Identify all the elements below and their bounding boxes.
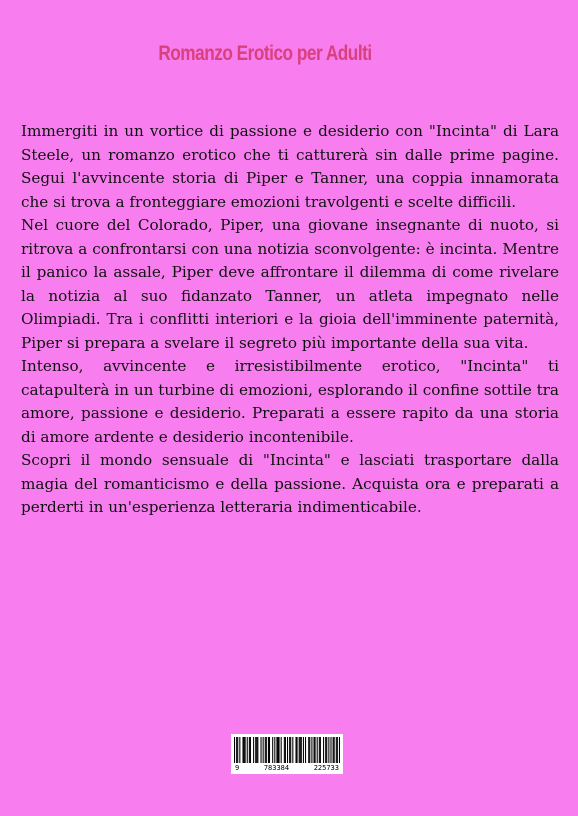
barcode-bar: [292, 737, 293, 763]
barcode-bar: [305, 737, 306, 763]
barcode-bar: [334, 737, 335, 763]
barcode-bar: [269, 737, 270, 763]
barcode-bar: [290, 737, 291, 763]
description-paragraph: Immergiti in un vortice di passione e desiderio con "Incinta" di Lara Steele, un romanzo erotico che ti catturerà sin dalle prime pagine. Segui l'avvincente storia di Piper e Tanner, una coppia innamorata che si trova a fronteggiare emozioni travolgenti e scelte difficili.: [21, 122, 559, 211]
barcode-bar: [308, 737, 309, 763]
barcode-bar: [339, 737, 340, 763]
barcode-digit-first: 9: [235, 764, 240, 772]
barcode-bar: [315, 737, 316, 763]
barcode-digit-group-1: 783384: [263, 764, 290, 772]
description-paragraph: Scopri il mondo sensuale di "Incinta" e lasciati trasportare dalla magia del romanticismo e della passione. Acquista ora e preparati a perderti in un'esperienza letteraria indimenticabile.: [21, 451, 559, 516]
barcode-bar: [237, 737, 238, 763]
barcode-bar: [328, 737, 329, 763]
barcode-bar: [263, 737, 264, 763]
barcode-bar: [274, 737, 275, 763]
barcode-bar: [253, 737, 254, 763]
barcode-bar: [320, 737, 321, 763]
barcode-bar: [281, 737, 282, 763]
description-paragraph: Intenso, avvincente e irresistibilmente erotico, "Incinta" ti catapulterà in un turbine di emozioni, esplorando il confine sottile tra amore, passione e desiderio. Preparati a essere rapito da una storia di amore ardente e desiderio incontenibile.: [21, 357, 559, 446]
barcode-bar: [326, 737, 327, 763]
barcode-bar: [244, 737, 245, 763]
barcode-bar: [289, 737, 290, 763]
barcode-bar: [301, 737, 302, 763]
description-paragraph: Nel cuore del Colorado, Piper, una giovane insegnante di nuoto, si ritrova a confrontarsi con una notizia sconvolgente: è incinta. Mentre il panico la assale, Piper deve affrontare il dilemma di come rivelare la notizia al suo fidanzato Tanner, un atleta impegnato nelle Olimpiadi. Tra i conflitti interiori e la gioia dell'imminente paternità, Piper si prepara a svelare il segreto più importante della sua vita.: [21, 216, 559, 352]
barcode-bar: [297, 737, 298, 763]
barcode-bar: [249, 737, 250, 763]
barcode-bar: [285, 737, 286, 763]
barcode-bar: [261, 737, 262, 763]
barcode-bar: [277, 737, 278, 763]
cover-heading: Romanzo Erotico per Adulti: [158, 42, 372, 65]
barcode-digits: [231, 764, 343, 772]
barcode-bar: [242, 737, 243, 763]
barcode-bar: [287, 737, 288, 763]
barcode-bars: [234, 737, 340, 763]
barcode-bar: [284, 737, 285, 763]
barcode-bar: [236, 737, 237, 763]
barcode-bar: [255, 737, 256, 763]
barcode-bar: [309, 737, 310, 763]
barcode-bar: [330, 737, 331, 763]
barcode-bar: [337, 737, 338, 763]
isbn-barcode: [231, 734, 343, 774]
barcode-bar: [265, 737, 266, 763]
barcode-bar: [279, 737, 280, 763]
barcode-bar: [272, 737, 273, 763]
barcode-bar: [250, 737, 251, 763]
barcode-bar: [311, 737, 312, 763]
barcode-bar: [333, 737, 334, 763]
barcode-bar: [256, 737, 257, 763]
barcode-bar: [247, 737, 248, 763]
barcode-bar: [336, 737, 337, 763]
barcode-bar: [300, 737, 301, 763]
barcode-bar: [317, 737, 318, 763]
barcode-bar: [323, 737, 324, 763]
barcode-bar: [266, 737, 267, 763]
barcode-bar: [239, 737, 240, 763]
barcode-bar: [319, 737, 320, 763]
barcode-bar: [268, 737, 269, 763]
barcode-bar: [276, 737, 277, 763]
barcode-bar: [314, 737, 315, 763]
book-description: [21, 120, 559, 520]
barcode-bar: [257, 737, 258, 763]
barcode-bar: [325, 737, 326, 763]
barcode-bar: [303, 737, 304, 763]
barcode-bar: [295, 737, 296, 763]
barcode-bar: [234, 737, 235, 763]
barcode-bar: [245, 737, 246, 763]
barcode-bar: [299, 737, 300, 763]
barcode-digit-group-2: 225733: [313, 764, 339, 772]
